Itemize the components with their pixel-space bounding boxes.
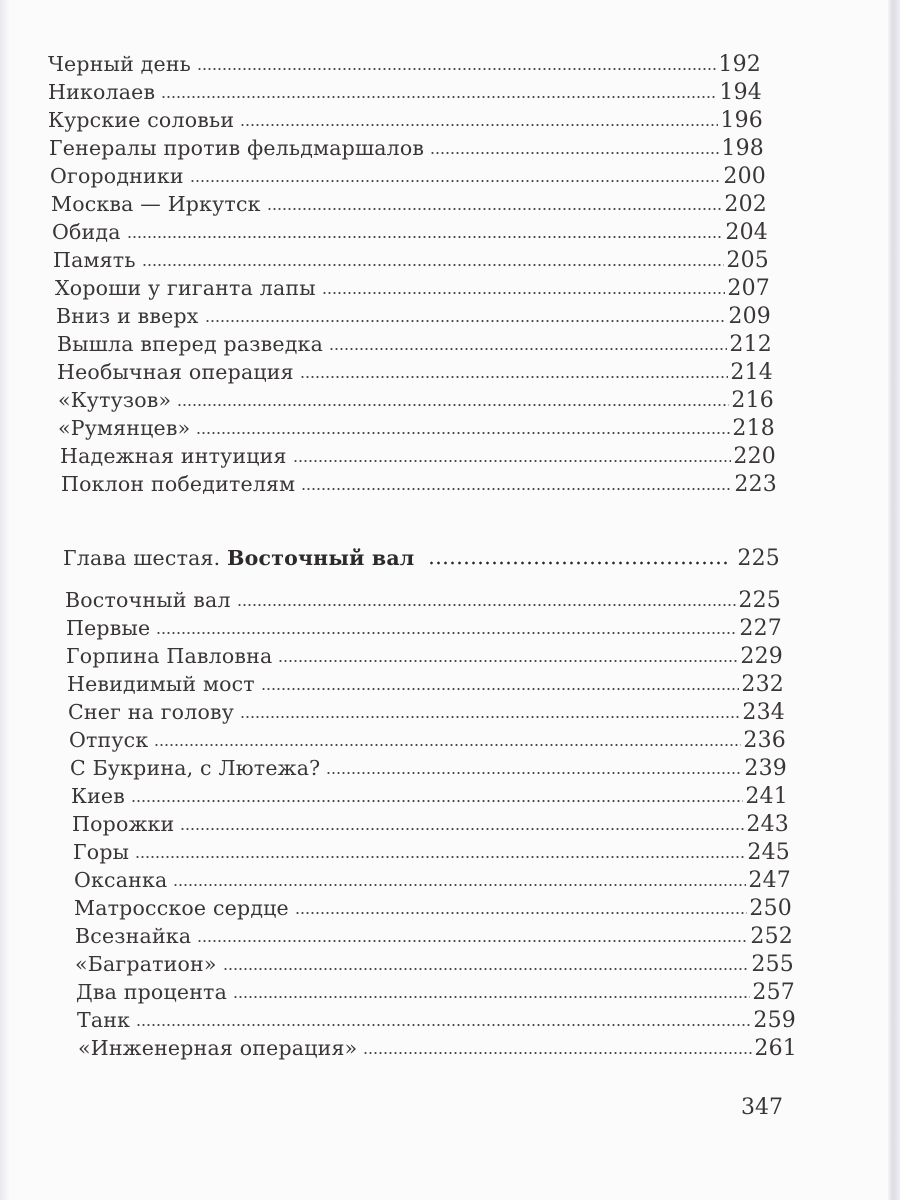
toc-entry-title: Киев xyxy=(71,784,126,808)
chapter-page: 225 xyxy=(737,546,780,571)
toc-entry[interactable] xyxy=(75,950,794,978)
dot-leader xyxy=(295,911,748,915)
dot-leader xyxy=(261,687,740,691)
toc-entry[interactable] xyxy=(76,978,795,1006)
toc-entry-title: Вышла вперед разведка xyxy=(57,332,323,356)
toc-entry-page: 209 xyxy=(728,304,771,329)
toc-entry[interactable] xyxy=(53,246,769,274)
toc-entry-title: Память xyxy=(53,248,136,272)
toc-entry-title: Хороши у гиганта лапы xyxy=(55,276,316,300)
dot-leader xyxy=(131,799,743,803)
dot-leader xyxy=(196,431,730,435)
toc-entry-title: Курские соловьи xyxy=(48,108,235,132)
dot-leader xyxy=(278,659,738,663)
toc-entry-title: С Букрина, с Лютежа? xyxy=(70,756,321,780)
toc-entry-title: Невидимый мост xyxy=(67,672,255,696)
dot-leader xyxy=(142,263,725,267)
toc-entry[interactable] xyxy=(61,470,777,498)
toc-entry[interactable] xyxy=(74,866,791,894)
toc-entry-title: «Инженерная операция» xyxy=(78,1036,358,1060)
dot-leader xyxy=(301,487,732,491)
dot-leader xyxy=(233,995,750,999)
toc-entry-title: Всезнайка xyxy=(75,924,192,948)
toc-entry[interactable] xyxy=(68,698,785,726)
toc-entry-page: 204 xyxy=(725,220,768,245)
toc-entry-title: Два процента xyxy=(76,980,228,1004)
toc-entry-page: 218 xyxy=(732,416,775,441)
toc-entry-page: 220 xyxy=(733,444,776,469)
toc-entry-title: «Румянцев» xyxy=(58,416,191,440)
dot-leader xyxy=(190,179,722,183)
toc-entry-page: 245 xyxy=(747,840,790,865)
toc-entry-page: 239 xyxy=(744,756,787,781)
dot-leader xyxy=(197,67,716,71)
dot-leader xyxy=(300,375,729,379)
dot-leader xyxy=(326,771,742,775)
toc-entry-page: 192 xyxy=(718,52,761,77)
dot-leader xyxy=(180,827,744,831)
toc-entry[interactable] xyxy=(57,358,773,386)
toc-entry[interactable] xyxy=(50,162,766,190)
toc-entry-page: 229 xyxy=(740,644,783,669)
toc-entry-page: 223 xyxy=(734,472,777,497)
dot-leader xyxy=(322,291,726,295)
toc-entry-page: 234 xyxy=(742,700,785,725)
toc-entry-page: 261 xyxy=(754,1036,797,1061)
toc-entry[interactable] xyxy=(67,670,784,698)
toc-entry-page: 232 xyxy=(741,672,784,697)
toc-entry[interactable] xyxy=(77,1006,796,1034)
toc-entry-title: Николаев xyxy=(48,80,156,104)
toc-entry[interactable] xyxy=(55,274,770,302)
toc-entry-title: Оксанка xyxy=(74,868,168,892)
toc-entry-page: 259 xyxy=(753,1008,796,1033)
dot-leader xyxy=(428,561,729,565)
toc-entry-page: 212 xyxy=(729,332,772,357)
toc-entry-title: Москва — Иркутск xyxy=(51,192,261,216)
toc-entry[interactable] xyxy=(65,586,781,614)
dot-leader xyxy=(136,1023,751,1027)
toc-entry-page: 225 xyxy=(738,588,781,613)
dot-leader xyxy=(205,319,727,323)
dot-leader xyxy=(237,603,737,607)
toc-entry[interactable] xyxy=(78,1034,797,1062)
dot-leader xyxy=(177,403,729,407)
dot-leader xyxy=(430,151,719,155)
toc-entry-page: 196 xyxy=(720,108,763,133)
toc-entry-page: 214 xyxy=(730,360,773,385)
page-number: 347 xyxy=(741,1095,783,1120)
toc-entry-page: 252 xyxy=(750,924,793,949)
toc-entry-title: «Багратион» xyxy=(75,952,217,976)
toc-entry-title: Огородники xyxy=(50,164,184,188)
toc-entry[interactable] xyxy=(70,754,787,782)
toc-entry-title: Снег на голову xyxy=(68,700,234,724)
toc-entry-page: 194 xyxy=(719,80,762,105)
toc-entry[interactable] xyxy=(56,302,771,330)
toc-entry[interactable] xyxy=(48,106,763,134)
chapter-title xyxy=(63,544,420,572)
dot-leader xyxy=(161,95,717,99)
toc-entry-page: 255 xyxy=(751,952,794,977)
toc-entry-page: 198 xyxy=(721,136,764,161)
toc-entry-page: 216 xyxy=(731,388,774,413)
toc-entry-page: 207 xyxy=(727,276,770,301)
dot-leader xyxy=(267,207,723,211)
toc-entry-page: 200 xyxy=(723,164,766,189)
toc-entry[interactable] xyxy=(48,78,762,106)
toc-entry-title: Поклон победителям xyxy=(61,472,296,496)
toc-entry-title: Танк xyxy=(77,1008,131,1032)
toc-entry[interactable] xyxy=(72,810,789,838)
toc-entry-title: Отпуск xyxy=(69,728,149,752)
dot-leader xyxy=(240,123,718,127)
dot-leader xyxy=(197,939,748,943)
toc-entry-page: 257 xyxy=(752,980,795,1005)
toc-entry-title: «Кутузов» xyxy=(58,388,172,412)
toc-entry-title: Горпина Павловна xyxy=(66,644,273,668)
toc-entry-title: Черный день xyxy=(48,52,192,76)
toc-entry-page: 236 xyxy=(743,728,786,753)
dot-leader xyxy=(173,883,746,887)
toc-entry[interactable] xyxy=(51,190,767,218)
toc-entry-title: Порожки xyxy=(72,812,175,836)
toc-entry-title: Вниз и вверх xyxy=(56,304,199,328)
dot-leader xyxy=(363,1051,752,1055)
toc-entry[interactable] xyxy=(66,614,782,642)
toc-entry[interactable] xyxy=(49,134,764,162)
dot-leader xyxy=(223,967,750,971)
toc-entry[interactable] xyxy=(58,414,775,442)
chapter-name: Восточный вал xyxy=(227,546,415,570)
toc-entry-title: Горы xyxy=(73,840,130,864)
dot-leader xyxy=(240,715,740,719)
dot-leader xyxy=(135,855,745,859)
dot-leader xyxy=(156,631,737,635)
toc-entry[interactable] xyxy=(66,642,783,670)
chapter-prefix: Глава шестая. xyxy=(63,546,228,570)
toc-entry-title: Обида xyxy=(52,220,121,244)
toc-entry-title: Необычная операция xyxy=(57,360,294,384)
toc-entry-title: Восточный вал xyxy=(65,588,231,612)
dot-leader xyxy=(329,347,727,351)
toc-entry[interactable] xyxy=(74,894,792,922)
toc-entry[interactable] xyxy=(75,922,793,950)
toc-entry-page: 241 xyxy=(745,784,788,809)
toc-entry[interactable] xyxy=(73,838,790,866)
toc-entry-page: 202 xyxy=(724,192,767,217)
toc-entry-page: 243 xyxy=(746,812,789,837)
dot-leader xyxy=(293,459,732,463)
toc-entry[interactable] xyxy=(69,726,786,754)
toc-entry[interactable] xyxy=(52,218,768,246)
dot-leader xyxy=(154,743,741,747)
dot-leader xyxy=(127,235,724,239)
toc-entry-title: Первые xyxy=(66,616,151,640)
toc-entry-page: 227 xyxy=(739,616,782,641)
toc-entry-title: Матросское сердце xyxy=(74,896,289,920)
toc-entry-page: 205 xyxy=(726,248,769,273)
toc-entry[interactable] xyxy=(57,330,772,358)
toc-entry-title: Генералы против фельдмаршалов xyxy=(49,136,425,160)
toc-entry-page: 250 xyxy=(749,896,792,921)
toc-entry-page: 247 xyxy=(748,868,791,893)
toc-entry[interactable] xyxy=(71,782,788,810)
toc-entry-title: Надежная интуиция xyxy=(60,444,287,468)
toc-entry[interactable] xyxy=(58,386,774,414)
toc-entry[interactable] xyxy=(48,50,761,78)
chapter-heading[interactable] xyxy=(63,544,780,572)
toc-entry[interactable] xyxy=(60,442,776,470)
